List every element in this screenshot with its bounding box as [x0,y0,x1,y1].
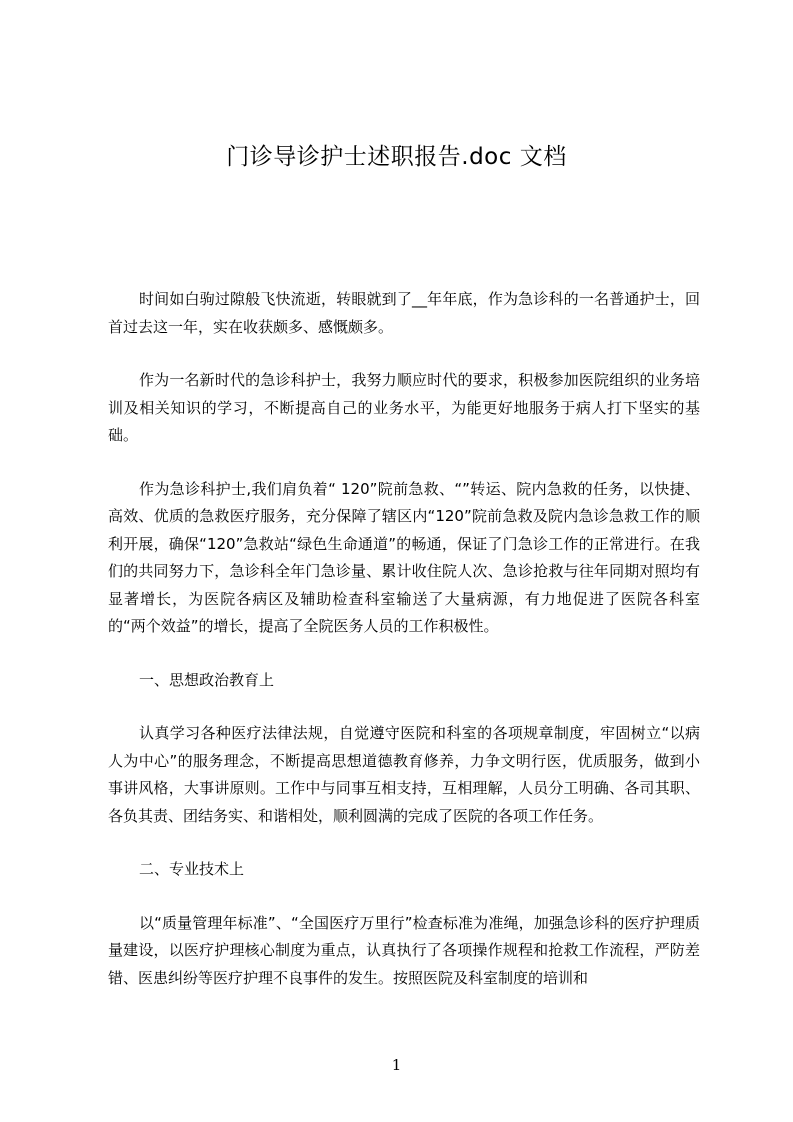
document-body [108,286,700,1046]
section-heading-technical: 二、专业技术上 [139,860,245,878]
paragraph-technical: 以“质量管理年标准”、“全国医疗万里行”检查标准为准绳，加强急诊科的医疗护理质量建设，以医疗护理核心制度为重点，认真执行了各项操作规程和抢救工作流程，严防差错、医患纠纷等医疗护理不良事件的发生。按照医院及科室制度的培训和 [108,913,700,987]
paragraph-intro: 时间如白驹过隙般飞快流逝，转眼就到了__年年底，作为急诊科的一名普通护士，回首过去这一年，实在收获颇多、感慨颇多。 [108,290,700,336]
page-number: 1 [391,1056,402,1074]
paragraph-political: 认真学习各种医疗法律法规，自觉遵守医院和科室的各项规章制度，牢固树立“以病人为中心”的服务理念，不断提高思想道德教育修养，力争文明行医，优质服务，做到小事讲风格，大事讲原则。工作中与同事互相支持，互相理解，人员分工明确、各司其职、各负其责、团结务实、和谐相处，顺利圆满的完成了医院的各项工作任务。 [108,724,700,825]
document-title: 门诊导诊护士述职报告.doc 文档 [226,144,567,170]
paragraph-learning: 作为一名新时代的急诊科护士，我努力顺应时代的要求，积极参加医院组织的业务培训及相关知识的学习，不断提高自己的业务水平，为能更好地服务于病人打下坚实的基础。 [108,371,700,444]
paragraph-duties: 作为急诊科护士,我们肩负着“ 120”院前急救、“”转运、院内急救的任务，以快捷、高效、优质的急救医疗服务，充分保障了辖区内“120”院前急救及院内急诊急救工作的顺利开展，确保“120”急救站“绿色生命通道”的畅通，保证了门急诊工作的正常进行。在我们的共同努力下，急诊科全年门急诊量、累计收住院人次、急诊抢救与往年同期对照均有显著增长，为医院各病区及辅助检查科室输送了大量病源，有力地促进了医院各科室的“两个效益”的增长，提高了全院医务人员的工作积极性。 [108,479,700,635]
section-heading-political: 一、思想政治教育上 [139,670,275,689]
